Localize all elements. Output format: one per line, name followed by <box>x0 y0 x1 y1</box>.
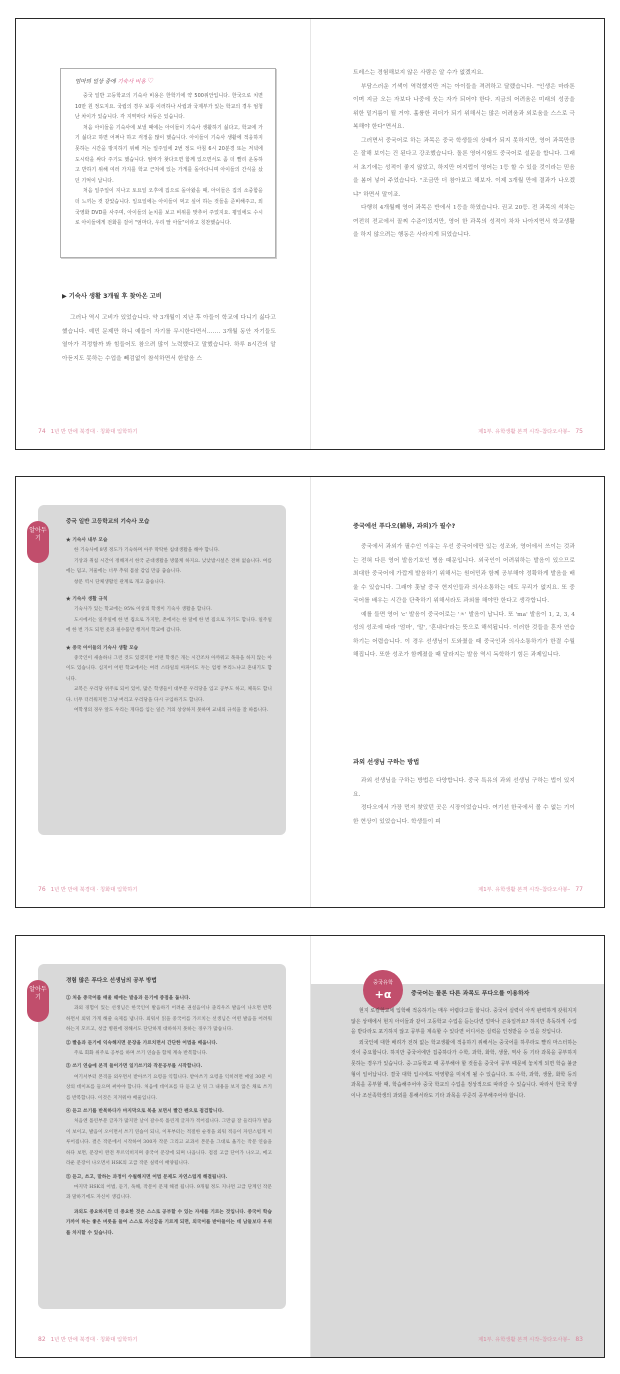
info-item-heading: ★ 중국 아이들의 기숙사 생활 모습 <box>66 645 139 651</box>
page-footer-right <box>478 885 583 893</box>
info-box-study-method <box>38 964 286 1309</box>
section-subheading: 과외 선생님 구하는 방법 <box>353 759 420 766</box>
info-box-body <box>66 533 272 717</box>
body-text <box>353 67 575 243</box>
page-footer-left <box>38 1335 138 1343</box>
page-74 <box>16 19 310 449</box>
page-number: 75 <box>575 428 583 435</box>
info-item-heading: ④ 듣고 쓰기를 반복하다가 마지막으로 복을 보면서 빨간 펜으로 점검합니다. <box>66 1109 224 1115</box>
body-paragraph: 외국인에 대한 배려가 전혀 없는 학교생활에 적응하기 위해서는 중국어를 하루라도 빨리 마스터하는 것이 중요합니다. 하지만 중국어에만 집중하다가 수학, 과학, 화학, 생물, 역사 등 기타 과목을 공부하지 못하는 경우가 있습니다. 중·고등학교 때 공부해야 할 것들을 중국어 공부 때문에 놓치게 되면 학습 불균형이 일어납니다. 결국 대학 입시에도 악영향을 미치게 될 수 있습니다. 또 수학, 과학, 생물, 화학 등의 과목을 공부할 때, 학습해주어야 중국 학교의 수업을 정상적으로 따라갈 수 있습니다. 따라서 한국 학생이나 조선족학생의 과외를 통해서라도 기타 과목을 꾸준히 공부해주어야 합니다. <box>351 1039 577 1099</box>
book-spread-76-77 <box>15 476 605 908</box>
page-number: 83 <box>575 1336 583 1343</box>
section-subheading: 중국에선 푸다오(辅导, 과외)가 필수? <box>353 523 456 530</box>
page-number: 76 <box>38 886 46 893</box>
page-number: 82 <box>38 1336 46 1343</box>
page-76 <box>16 477 310 907</box>
running-footer: 1년 반 만에 북경대 · 칭화대 입학하기 <box>50 429 138 435</box>
info-item-heading: ★ 기숙사 내부 모습 <box>66 538 108 543</box>
page-footer-left <box>38 885 138 893</box>
page-footer-right <box>478 1335 583 1343</box>
page-number: 77 <box>575 886 583 893</box>
page-83 <box>311 936 605 1357</box>
info-item-heading: ★ 기숙사 생활 규칙 <box>66 597 108 603</box>
running-footer: 제1부. 유학생활 본격 시작–참다오사봉– <box>478 887 571 893</box>
section-subheading: ▶ 기숙사 생활 3개월 후 찾아온 고비 <box>62 293 162 300</box>
feature-title: 중국어는 물론 다른 과목도 푸다오를 이용하자 <box>411 991 530 997</box>
sidebar-box-dormitory-cost <box>60 68 276 258</box>
box-handwritten-heading <box>75 77 154 85</box>
page-footer-right <box>478 427 583 435</box>
page-footer-left <box>38 427 138 435</box>
medal-label: 중국유학 <box>372 980 394 986</box>
body-paragraph: 다행히 4개월째 영어 과목은 반에서 1등을 하였습니다. 권교 20등. 전 과목의 석차는 여전히 전교에서 꼴찌 수준이었지만, 영어 한 과목의 성적이 차차 나아지면서 학교생활을 하지 않으려는 행동은 사라지게 되었습니다. <box>353 205 575 238</box>
box-paragraph: 중국 일반 고등학교의 기숙사 비용은 한학기에 약 500위안입니다. 한국으로 치면 10만 원 정도지요. 국립의 경우 보통 이러하나 사립과 국제부가 있는 학교의 경우 엄청난 차이가 있습니다. 각 지역마다 차등은 있습니다. <box>75 93 263 121</box>
body-text <box>353 775 575 829</box>
body-paragraph: 트레스는 경험해보지 않은 사람은 알 수가 없겠지요. <box>353 70 484 76</box>
body-paragraph: 예를 들면 영어 'c' 발음이 중국어로는 'ㅊ' 발음이 납니다. 또 'ma' 발음이 1, 2, 3, 4성의 성조에 따라 '엄마', '말', '혼내다'라는 뜻으로 해석됩니다. 이러한 것들을 혼자 연습하기는 어렵습니다. 이 경우 선생님이 도와줬을 때 중국인과 의사소통하기가 한결 수월해집니다. 또한 성조가 함께졌을 때 달라지는 발음 역시 독학하기 힘든 과제입니다. <box>353 611 575 658</box>
info-line: 도시에서는 일주일에 한 번 집으로 가지만, 촌에서는 한 달에 한 번 집으로 가기도 합니다. 일주일에 한 번 가도 되면 옷과 필수품만 챙겨서 학교에 갑니다. <box>66 617 272 634</box>
info-line: 창문 역시 단체생활인 관계로 개고 춥습니다. <box>74 579 166 585</box>
body-paragraph: 정다오에서 가장 먼저 찾았던 곳은 시장이었습니다. 여기선 한국에서 볼 수 없는 기이한 현상이 있었습니다. 학생들이 피 <box>353 805 575 825</box>
tip-badge: 알아두기 <box>27 521 49 563</box>
heading-part-b: 기숙사 비용 <box>117 79 146 85</box>
running-footer: 1년 반 만에 북경대 · 칭화대 입학하기 <box>50 887 138 893</box>
info-line: 여기서부터 본격을 외우면서 받아쓰기 요령을 익힙니다. 받아쓰기 요령을 익히려면 매일 30분 이상의 데이프를 들으며 써야야 합니다. 처음에 데이프를 다 듣고 난 뒤 그 내용을 보지 않은 채로 쓰기를 반복합니다. 이것은 지겨워야 배울입니다. <box>66 1074 272 1101</box>
info-item-heading: ② 빨음과 듣기에 익숙해지면 문장을 가르치면서 간단한 어법을 배웁니다. <box>66 1040 218 1046</box>
body-paragraph: 부담스러운 기색이 역력했지만 저는 아이들을 격려하고 달랬습니다. "인생은 마라톤이며 지금 오는 자보다 나중에 웃는 자가 되어야 한다. 지금의 어려움은 미래의 성공을 위한 밑거름이 될 거야. 훌륭한 리더가 되기 위해서는 많은 어려움과 외로움을 스스로 극복해야 한다"면서요. <box>353 83 575 130</box>
info-line: 기숙사가 있는 학교에는 95% 이상의 학생이 기숙사 생활을 합니다. <box>74 607 212 613</box>
book-spread-74-75 <box>15 18 605 450</box>
info-line: 과외 경험이 있는 선생님은 한국인이 발음하기 어려운 권설음이나 졸리우즈 발음이 나오면 반복하면서 외워 가게 해줄 숙제를 냅니다. 외워서 읽을 중국어를 가르치는 선생님은 어떤 발음을 어려워하는지 모르고, 성급 병원에 경해서도 단단하게 대하하지 못하는 경우가 많습니다. <box>66 1006 272 1033</box>
info-box-title: 중국 일반 고등학교의 기숙사 모습 <box>66 519 150 525</box>
box-paragraph: 처음 아이들을 기숙사에 보낼 때에는 아이들이 기숙사 생활하기 싫다고, 학교에 가기 싫다고 하면 어쩌나 하고 걱정을 많이 했습니다. 아이들이 기숙사 생활에 적응하지 못하는 시간을 방지하기 위해 저는 일주일에 2번 정도 아침 6시 20분경 또는 저녁에 도시락을 싸다 주기도 했습니다. 엄마가 찾다오면 함께 있으면서도 좀 더 빨리 운동하고 반하기 위해 여러 가지를 학교 근처에 있는 가게를 돌아다니며 아이들의 간식을 샀던 기억이 납니다. <box>75 124 263 184</box>
info-line: 한 기숙사에 8명 정도가 기숙하며 아주 딱딱한 침대생활을 해야 합니다. <box>74 548 220 554</box>
body-paragraph: 그러면서 중국어로 하는 과목은 중국 학생들의 상태가 되지 못하지만, 영어 과목만큼은 잘해 보이는 건 된다고 강조했습니다. 돌론 영어시험도 중국어로 설문을 합니다. 그래서 초기에는 성적이 좋지 않았고, 하지만 어지럽이 영어는 1등 할 수 있을 것이라는 믿음을 봄어 넣어 주었습니다. "조금만 더 참아보고 해보자. 이제 3개월 만에 결과가 나오겠냐" 하면서 말이죠. <box>353 137 575 198</box>
feature-body <box>351 1006 577 1101</box>
info-line: 여학생의 경우 앞도 우리는 게다를 입는 일은 거의 상상하지 못하며 교내의 규칙을 잘 따릅니다. <box>74 708 269 714</box>
info-item-heading: ① 처음 중국어를 배울 때에는 발음과 듣기에 중점을 둡니다. <box>66 996 191 1001</box>
body-paragraph: 현지 로컬학교에 입학해 적응하기는 매우 어렵다고들 합니다. 중국어 실력이 아직 완벽하게 갖춰지지 않은 상태에서 현지 아이들과 같이 고등학교 수업을 듣는다면 얼마나 곤욕일까요? 하지만 흑독하게 수업을 받다라도 포기하지 않고 공부를 계속할 수 있다면 어디서든 실력을 인정받을 수 있을 것입니다. <box>351 1008 577 1036</box>
info-box-dormitory <box>38 505 286 835</box>
page-77 <box>311 477 605 907</box>
body-paragraph: 중국에서 과외가 필수인 이유는 우선 중국어에만 있는 성조와, 영어에서 쓰이는 것과는 전혀 다른 영어 발음기호인 병음 때문입니다. 외국인이 어려워하는 발음이 있으므로 최대한 중국어에 가깝게 발음하기 위해서는 원어민과 함께 공부해야 정확하게 발음을 배울 수 있습니다. 그래야 훗날 중국 현지인들과 의사소통하는 데도 무리가 없지요. 또 중국어를 배우는 시간을 단축하기 위해서라도 과외를 해야만 한다고 생각합니다. <box>353 544 575 604</box>
running-footer: 1년 반 만에 북경대 · 칭화대 입학하기 <box>50 1337 138 1343</box>
body-paragraph: 그러나 역시 고비가 있었습니다. 약 3개월이 지난 후 아들이 학교에 다니기 싫다고 했습니다. 예민 문제만 하니 예들이 자기를 무시한다면서……. 3개월 동안 자기들도 열아가 걱정할까 봐 힘들어도 참으려 많이 노력했다고 말했습니다. 하루 8시간의 알아듣지도 못하는 수업을 빼검없이 참석하면서 한알음 스 <box>62 315 276 362</box>
book-spread-82-83 <box>15 935 605 1358</box>
box-paragraph: 처음 일주일이 지나고 토요일 오후에 집으로 돌아왔을 때, 아이들은 집의 소중함을 더 느끼는 것 같았습니다. 일요일에는 아이들이 먹고 싶어 하는 것들을 준비해주고, 외국영화 DVD를 사주며, 아이들의 눈치를 보고 비위를 맞추어 주었지요. 평일에도 수시로 아이들에게 전화를 걸어 "엄마다, 우리 딸 아들"이라고 칭찬했습니다. <box>75 188 263 227</box>
info-line: 마지막 HSK의 어법, 듣기, 독해, 작문이 문제 해결 됩니다. 9개월 정도 지나면 고급 단계인 작문과 말하기에도 자신이 생깁니다. <box>66 1184 272 1201</box>
running-footer: 제1부. 유학생활 본격 시작–참다오사봉– <box>478 429 571 435</box>
info-line: 교복은 우리당 위주로 되어 있어, 많은 학생들이 대부분 우리당을 입고 공부도 하고, 체육도 합니다. 너무 더러워지면 그냥 버리고 우리당을 다시 구입하기도 합니다. <box>66 687 272 703</box>
medal-plus: +α <box>374 988 392 1001</box>
info-line: 주로 회화 위주로 공부를 하며 쓰기 연습을 함께 계속 반복합니다. <box>74 1051 208 1057</box>
info-item-heading: ③ 쓰기 연습에 본격 들어가면 일기쓰기와 작문공부를 시작합니다. <box>66 1064 203 1070</box>
heart-icon: ♡ <box>147 77 154 85</box>
page-82 <box>16 936 310 1357</box>
info-line: 처음엔 틀린부분 글자가 많지만 날이 갈수록 틀린게 글자가 적어집니다. 그만큼 잘 들리다가 발음이 보이고, 발음이 오이면서 쓰기 연습이 되니, 이후부터는 적절한 순정을 외워 적응이 자연스럽게 이루어집니다. 결은 작문에서 시작하여 300자 작문 그리고 교과서 본문을 그대로 옮기는 작문 연습을 하다 보면, 문장이 완전 무르익히지며 중국어 문장에 되며 나옵니다. 점점 고급 단어가 나오고, 메고라운 문장이 나오면서 HSK의 고급 작문 실력이 배양됩니다. <box>66 1119 272 1167</box>
body-paragraph: 과외 선생님을 구하는 방법은 다양합니다. 중국 특유의 과외 선생님 구하는 법이 있지요. <box>353 778 575 798</box>
body-text <box>62 312 276 366</box>
info-item-heading: ⑤ 듣고, 쓰고, 말하는 과정이 수월해지면 어법 문제도 자연스럽게 해결됩니다. <box>66 1174 228 1180</box>
body-text <box>353 541 575 663</box>
tip-badge: 알아두기 <box>27 980 49 1022</box>
info-line: 기상과 취침 시간이 정해져서 한국 군대생활을 방불케 하지요. 낮낮밤시설은 전혀 없습니다. 여름에는 덥고, 겨울에는 너무 추워 몸살 감임 만큼 춥습니다. <box>66 558 272 575</box>
info-box-title: 경험 많은 푸다오 선생님의 공부 방법 <box>66 978 157 984</box>
closing-note: 과외도 중요하지만 더 중요한 것은 스스로 공부할 수 있는 자세를 기르는 것입니다. 중국어 학습 가까이 하는 좋은 버릇을 들여 스스로 자신감을 기르게 되면, 외국어를 받아들이는 데 남들보다 우위를 차지할 수 있습니다. <box>66 1209 272 1236</box>
page-75 <box>311 19 605 449</box>
feature-medal <box>363 970 403 1010</box>
running-footer: 제1부. 유학생활 본격 시작–참다오사봉– <box>478 1337 571 1343</box>
page-number: 74 <box>38 428 46 435</box>
info-box-body <box>66 991 272 1239</box>
box-body <box>75 91 263 229</box>
info-line: 중국인이 새솔하니 그런 것도 있겠지만 어떤 학생은 개는 시간조차 아까워고 목욕을 하지 않는 아이도 있습니다. 심지어 어떤 학교에서는 여러 스타일의 아파이도 두는 엄청 부리느냐고 혼내기도 합니다. <box>66 656 272 682</box>
heading-part-a: 엄마의 일상 중에 <box>75 79 116 85</box>
